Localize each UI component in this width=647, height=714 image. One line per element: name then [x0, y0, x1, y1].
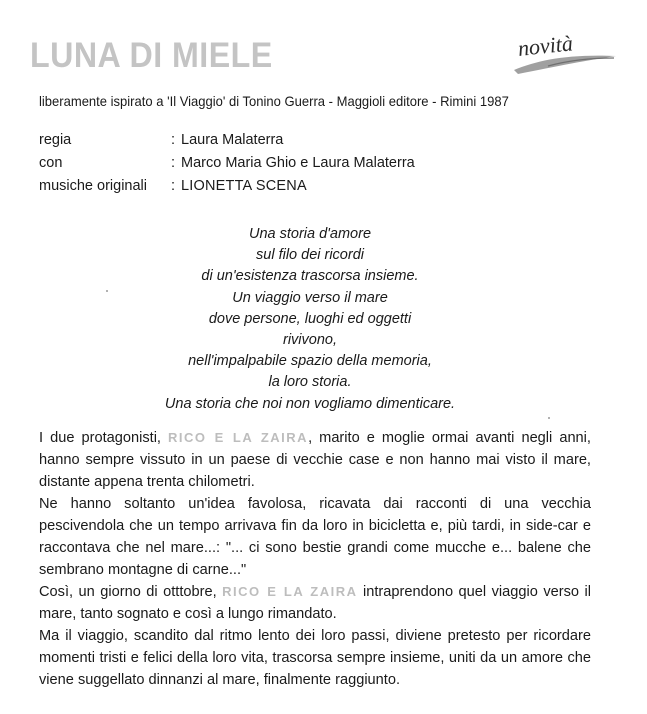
- subtitle: liberamente ispirato a 'Il Viaggio' di Tonino Guerra - Maggioli editore - Rimini 1987: [39, 93, 509, 109]
- poem-line: la loro storia.: [268, 374, 352, 391]
- novelty-label: novità: [516, 30, 574, 61]
- protagonists-names: RICO E LA ZAIRA: [168, 430, 309, 445]
- poem-line: Una storia che noi non vogliamo dimenticare.: [164, 395, 456, 412]
- text-run: , marito e moglie ormai avanti negli anni, hanno sempre vissuto in un paese di vecchie case e non hanno mai visto il mare, distante appena trenta chilometri.: [39, 430, 591, 490]
- synopsis: [39, 427, 591, 691]
- synopsis-paragraph: Ma il viaggio, scandito dal ritmo lento dei loro passi, diviene pretesto per ricordare momenti tristi e felici della loro vita, trascorsa sempre insieme, uniti da un amore che viene suggellato dinnanzi al mare, finalmente raggiunto.: [39, 628, 591, 688]
- credit-label: regia: [39, 132, 72, 148]
- credit-label: musiche originali: [39, 178, 147, 194]
- poem-line: Una storia d'amore: [248, 226, 372, 242]
- credit-row-con: [39, 152, 599, 175]
- credit-value: Marco Maria Ghio e Laura Malaterra: [181, 155, 415, 171]
- poem-line: Un viaggio verso il mare: [232, 289, 388, 306]
- scan-speck: [106, 290, 108, 292]
- credit-separator: :: [171, 178, 176, 194]
- credit-row-regia: [39, 129, 599, 152]
- credit-row-musiche: [39, 175, 599, 198]
- credit-value: LIONETTA SCENA: [181, 178, 307, 194]
- poem-block: [60, 224, 560, 415]
- credit-value: Laura Malaterra: [181, 132, 284, 148]
- credit-separator: :: [171, 155, 176, 171]
- poem-line: dove persone, luoghi ed oggetti: [208, 310, 412, 327]
- synopsis-paragraph: [39, 427, 591, 493]
- poem-line: rivivono,: [283, 332, 337, 349]
- poem-line: sul filo dei ricordi: [256, 247, 364, 264]
- synopsis-paragraph: [39, 581, 591, 625]
- protagonists-names: RICO E LA ZAIRA: [222, 584, 358, 599]
- text-run: intraprendono quel viaggio verso il mare, tanto sognato e così a lungo rimandato.: [39, 584, 591, 622]
- text-run: Così, un giorno di otttobre,: [39, 584, 223, 600]
- credit-label: con: [39, 155, 63, 171]
- scan-speck: [548, 417, 550, 419]
- synopsis-paragraph: Ne hanno soltanto un'idea favolosa, ricavata dai racconti di una vecchia pescivendola che un tempo arrivava fin da loro in bicicletta e, più tardi, in side-car e raccontava che nel mare...: "... ci sono bestie grandi come mucche e... balene che sembrano montagne di carne...": [39, 496, 591, 578]
- text-run: I due protagonisti,: [39, 430, 169, 446]
- credit-separator: :: [171, 132, 176, 148]
- credits-list: [39, 129, 599, 198]
- poem-line: di un'esistenza trascorsa insieme.: [201, 268, 419, 285]
- poem-line: nell'impalpabile spazio della memoria,: [188, 353, 432, 370]
- novelty-badge: [508, 30, 620, 78]
- page-title: LUNA DI MIELE: [30, 36, 273, 75]
